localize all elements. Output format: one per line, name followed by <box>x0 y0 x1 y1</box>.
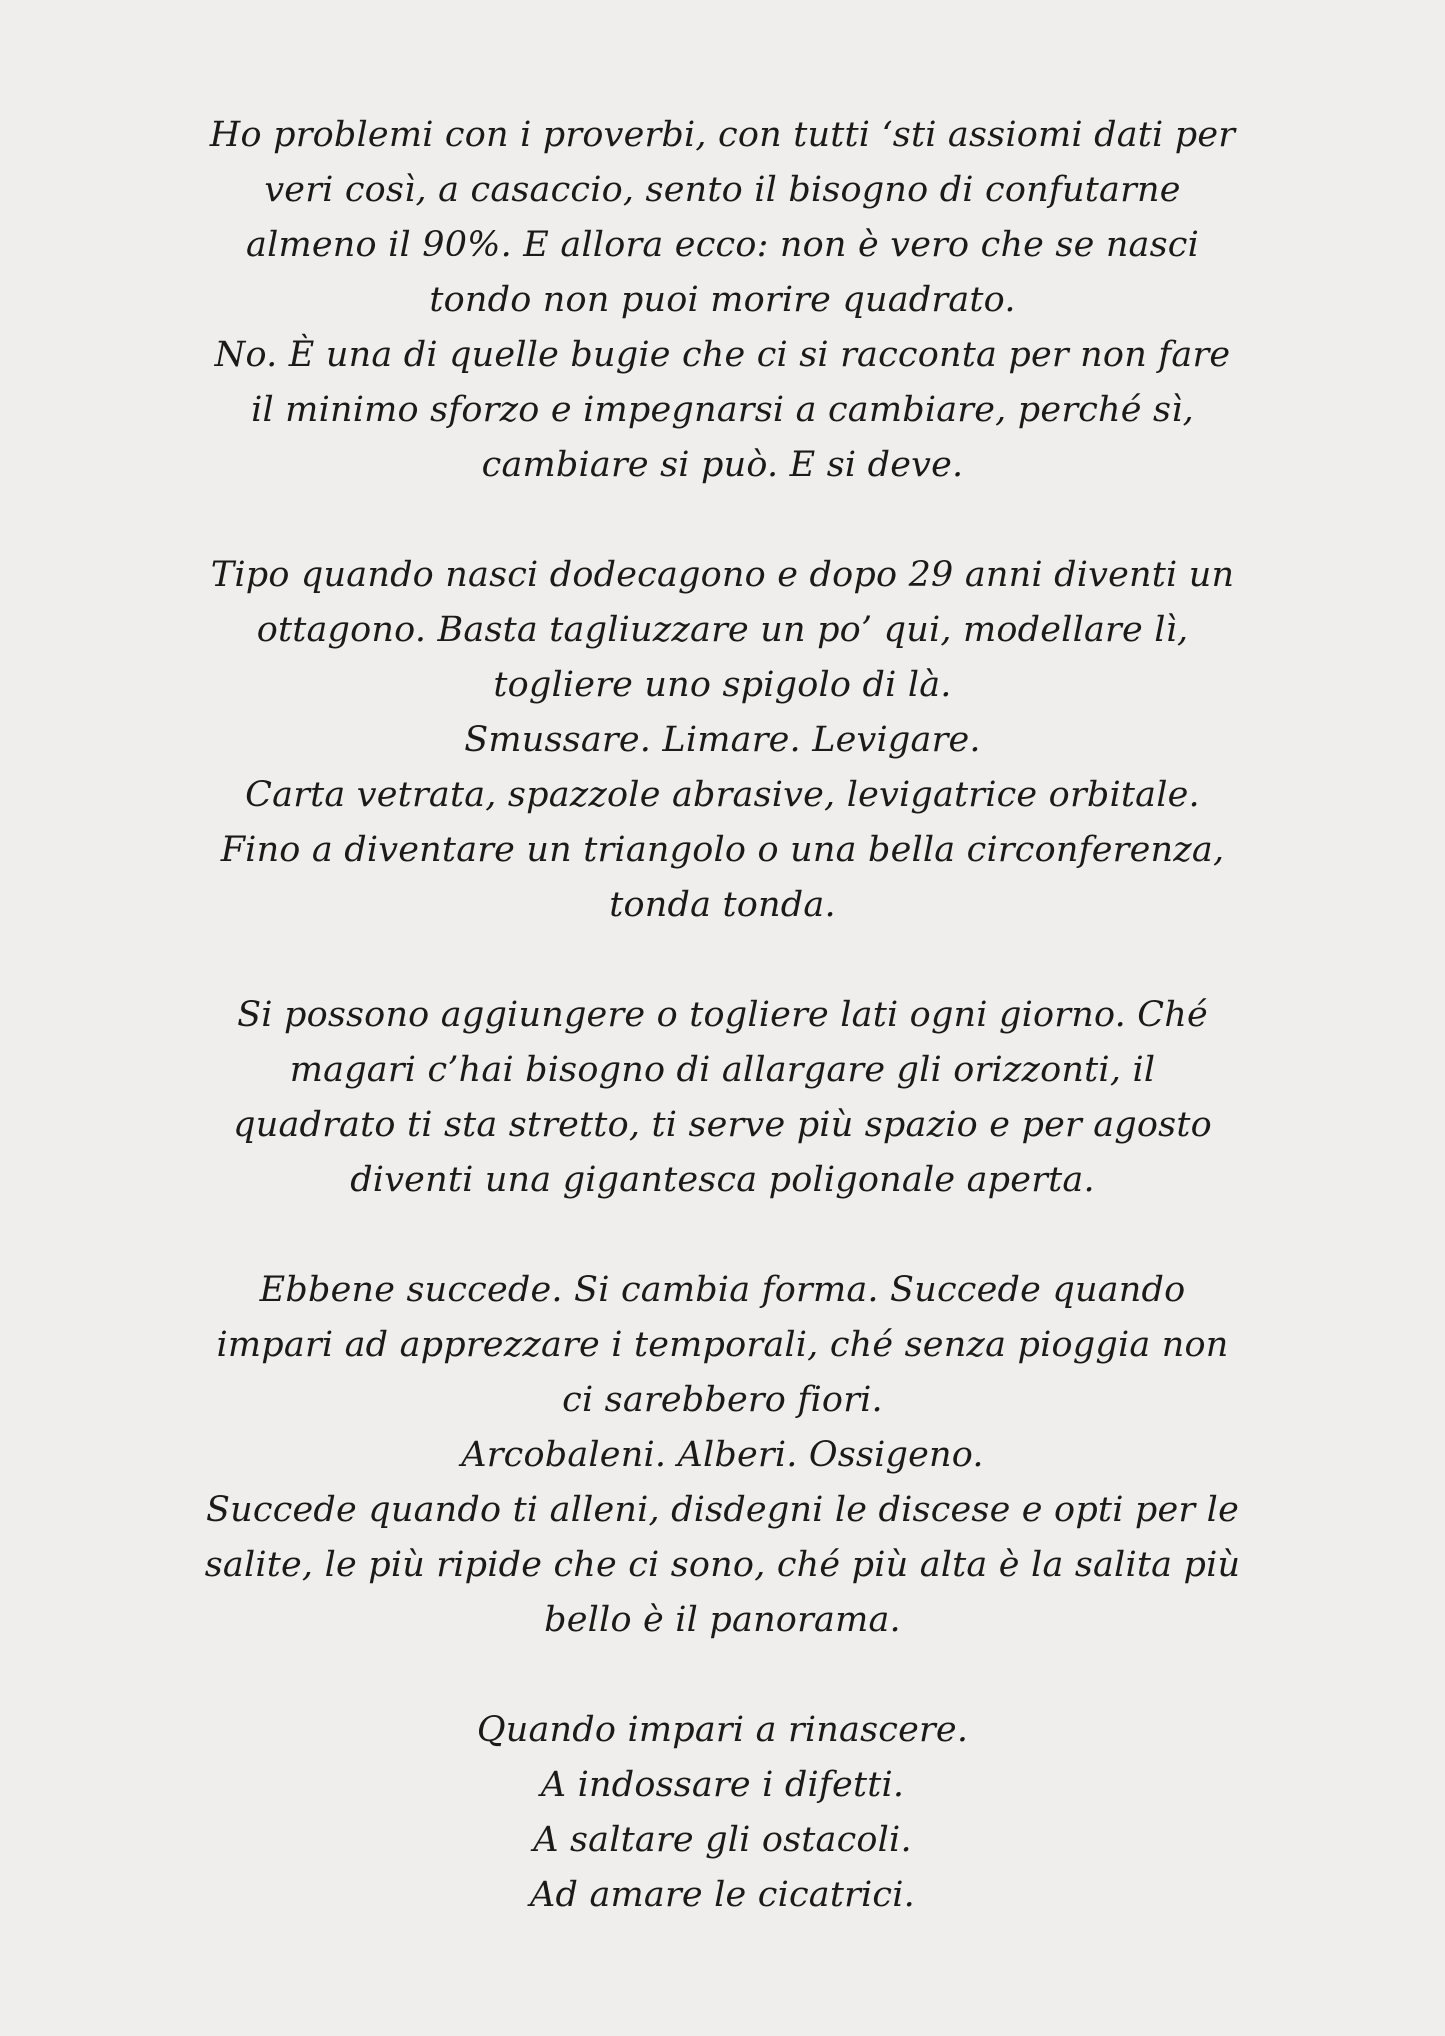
paragraph-gap <box>0 1208 1445 1263</box>
text-line: Succede quando ti alleni, disdegni le discese e opti per le <box>205 1490 1239 1530</box>
text-line: il minimo sforzo e impegnarsi a cambiare, perché sì, <box>251 390 1194 430</box>
text-line: bello è il panorama. <box>544 1600 901 1640</box>
paragraph-gap <box>0 1648 1445 1703</box>
text-line: ottagono. Basta tagliuzzare un po’ qui, modellare lì, <box>256 610 1189 650</box>
text-line: veri così, a casaccio, sento il bisogno di confutarne <box>264 170 1181 210</box>
text-line: impari ad apprezzare i temporali, ché senza pioggia non <box>216 1325 1229 1365</box>
text-line: magari c’hai bisogno di allargare gli orizzonti, il <box>289 1050 1156 1090</box>
text-line: No. È una di quelle bugie che ci si racconta per non fare <box>214 335 1231 375</box>
text-line: Carta vetrata, spazzole abrasive, levigatrice orbitale. <box>245 775 1200 815</box>
text-line: Tipo quando nasci dodecagono e dopo 29 anni diventi un <box>210 555 1235 595</box>
poem-text <box>0 108 1445 1923</box>
text-line: Si possono aggiungere o togliere lati ogni giorno. Ché <box>237 995 1208 1035</box>
text-line: A indossare i difetti. <box>540 1765 905 1805</box>
text-line: tonda tonda. <box>609 885 836 925</box>
text-line: Arcobaleni. Alberi. Ossigeno. <box>461 1435 984 1475</box>
text-line: salite, le più ripide che ci sono, ché più alta è la salita più <box>204 1545 1241 1585</box>
text-line: Ebbene succede. Si cambia forma. Succede quando <box>259 1270 1186 1310</box>
text-line: almeno il 90%. E allora ecco: non è vero che se nasci <box>246 225 1199 265</box>
paragraph-5 <box>0 1703 1445 1923</box>
text-line: togliere uno spigolo di là. <box>493 665 952 705</box>
paragraph-gap <box>0 493 1445 548</box>
text-line: quadrato ti sta stretto, ti serve più spazio e per agosto <box>233 1105 1212 1145</box>
text-line: Fino a diventare un triangolo o una bella circonferenza, <box>220 830 1225 870</box>
paragraph-4 <box>0 1263 1445 1648</box>
text-line: Smussare. Limare. Levigare. <box>464 720 981 760</box>
paragraph-3 <box>0 988 1445 1208</box>
text-line: cambiare si può. E si deve. <box>481 445 964 485</box>
text-line: Ho problemi con i proverbi, con tutti ‘sti assiomi dati per <box>209 115 1236 155</box>
text-line: tondo non puoi morire quadrato. <box>429 280 1016 320</box>
paragraph-1 <box>0 108 1445 493</box>
paragraph-gap <box>0 933 1445 988</box>
text-line: A saltare gli ostacoli. <box>533 1820 912 1860</box>
text-line: ci sarebbero fiori. <box>562 1380 883 1420</box>
paragraph-2 <box>0 548 1445 933</box>
text-line: diventi una gigantesca poligonale aperta. <box>350 1160 1095 1200</box>
text-line: Quando impari a rinascere. <box>476 1710 969 1750</box>
text-line: Ad amare le cicatrici. <box>530 1875 915 1915</box>
